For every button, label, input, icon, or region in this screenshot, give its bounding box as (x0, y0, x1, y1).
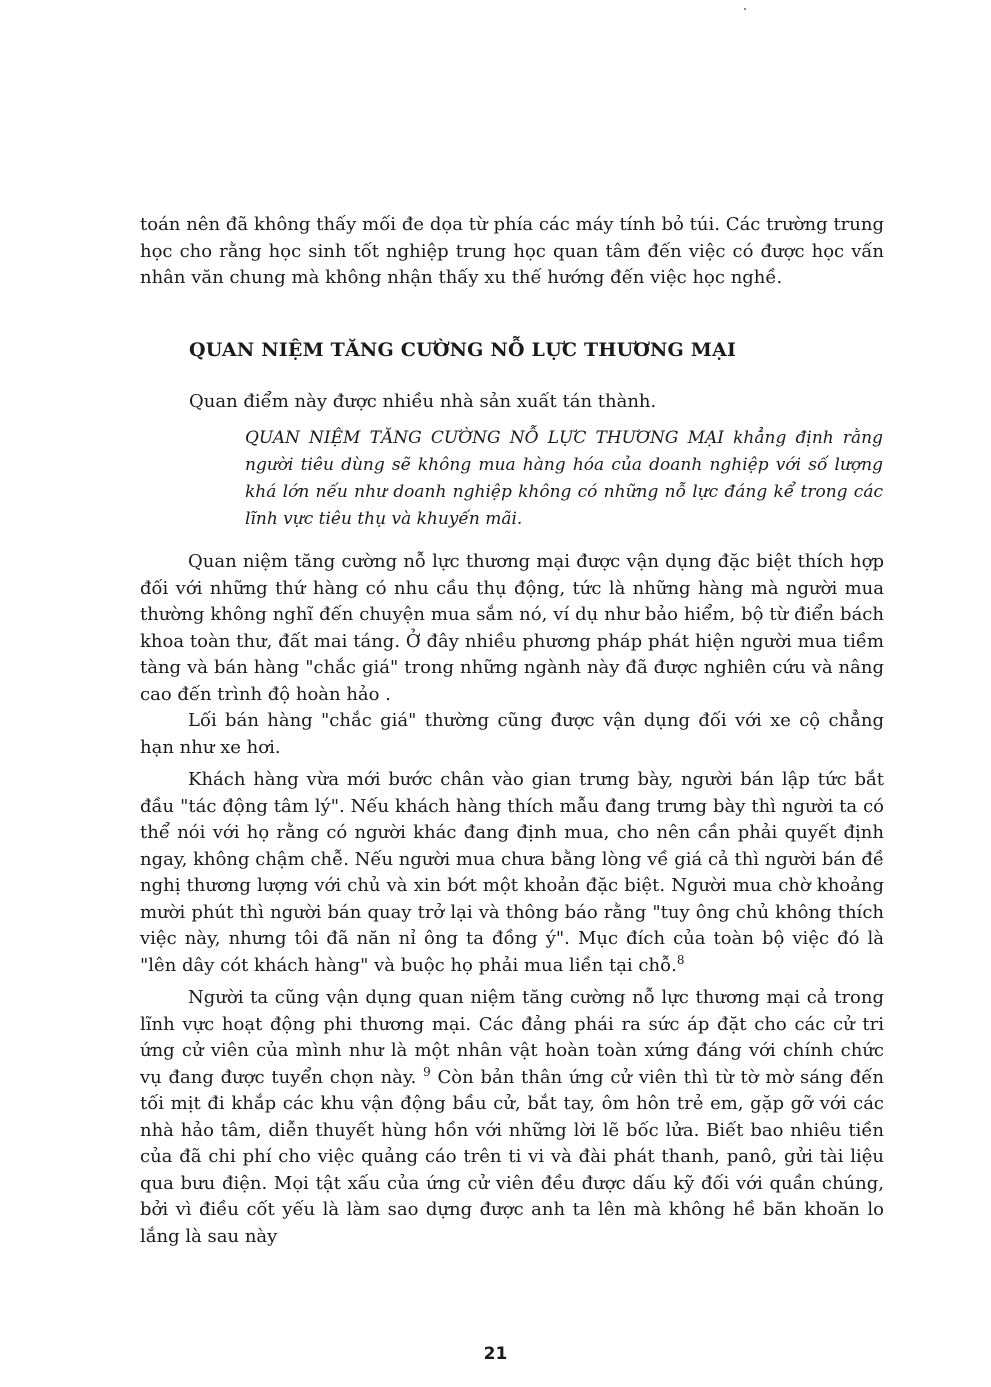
paragraph-thu-dong: Quan niệm tăng cường nỗ lực thương mại được vận dụng đặc biệt thích hợp đối với những thứ hàng có nhu cầu thụ động, tức là những hàng mà người mua thường không nghĩ đến chuyện mua sắm nó, ví dụ như bảo hiểm, bộ từ điển bách khoa toàn thư, đất mai táng. Ở đây nhiều phương pháp phát hiện người mua tiềm tàng và bán hàng "chắc giá" trong những ngành này đã được nghiên cứu và nâng cao đến trình độ hoàn hảo . (140, 551, 884, 705)
footnote-ref-8: 8 (676, 952, 685, 967)
definition-block (245, 425, 883, 533)
top-paragraph-block (140, 212, 884, 292)
footnote-ref-9: 9 (423, 1064, 431, 1079)
body-text (140, 549, 884, 1250)
section-heading: QUAN NIỆM TĂNG CƯỜNG NỖ LỰC THƯƠNG MẠI (189, 339, 737, 361)
top-paragraph: toán nên đã không thấy mối đe dọa từ phía các máy tính bỏ túi. Các trường trung học cho rằng học sinh tốt nghiệp trung học quan tâm đến việc có được học vấn nhân văn chung mà không nhận thấy xu thế hướng đến việc học nghề. (140, 214, 884, 288)
paragraph-khach-hang (140, 767, 884, 979)
definition-text: QUAN NIỆM TĂNG CƯỜNG NỖ LỰC THƯƠNG MẠI khẳng định rằng người tiêu dùng sẽ không mua hàng hóa của doanh nghiệp với số lượng khá lớn nếu như doanh nghiệp không có những nỗ lực đáng kể trong các lĩnh vực tiêu thụ và khuyến mãi. (245, 428, 883, 529)
paragraph-khach-hang-text: Khách hàng vừa mới bước chân vào gian trưng bày, người bán lập tức bắt đầu "tác động tâm lý". Nếu khách hàng thích mẫu đang trưng bày thì người ta có thể nói với họ rằng có người khác đang định mua, cho nên cần phải quyết định ngay, không chậm chễ. Nếu người mua chưa bằng lòng về giá cả thì người bán đề nghị thương lượng với chủ và xin bớt một khoản đặc biệt. Người mua chờ khoảng mười phút thì người bán quay trở lại và thông báo rằng "tuy ông chủ không thích việc này, nhưng tôi đã năn nỉ ông ta đồng ý". Mục đích của toàn bộ việc đó là "lên dây cót khách hàng" và buộc họ phải mua liền tại chỗ. (140, 769, 884, 976)
page-number: 21 (483, 1344, 508, 1364)
intro-sentence: Quan điểm này được nhiều nhà sản xuất tán thành. (189, 391, 657, 412)
paragraph-xe-hoi: Lối bán hàng "chắc giá" thường cũng được vận dụng đối với xe cộ chẳng hạn như xe hơi. (140, 710, 884, 758)
paragraph-phi-thuong-mai-text: Người ta cũng vận dụng quan niệm tăng cường nỗ lực thương mại cả trong lĩnh vực hoạt động phi thương mại. Các đảng phái ra sức áp đặt cho các cử tri ứng cử viên của mình như là một nhân vật hoàn toàn xứng đáng với chính chức vụ đang được tuyển chọn này. (140, 987, 884, 1088)
scan-speck (744, 8, 746, 10)
paragraph-phi-thuong-mai (140, 985, 884, 1250)
paragraph-ung-cu-vien-text: Còn bản thân ứng cử viên thì từ tờ mờ sáng đến tối mịt đi khắp các khu vận động bầu cử, bắt tay, ôm hôn trẻ em, gặp gỡ với các nhà hảo tâm, diễn thuyết hùng hồn với những lời lẽ bốc lửa. Biết bao nhiêu tiền của đã chi phí cho việc quảng cáo trên ti vi và đài phát thanh, panô, gửi tài liệu qua bưu điện. Mọi tật xấu của ứng cử viên đều được dấu kỹ đối với quần chúng, bởi vì điều cốt yếu là làm sao dựng được anh ta lên mà không hề băn khoăn lo lắng là sau này (140, 1066, 884, 1247)
